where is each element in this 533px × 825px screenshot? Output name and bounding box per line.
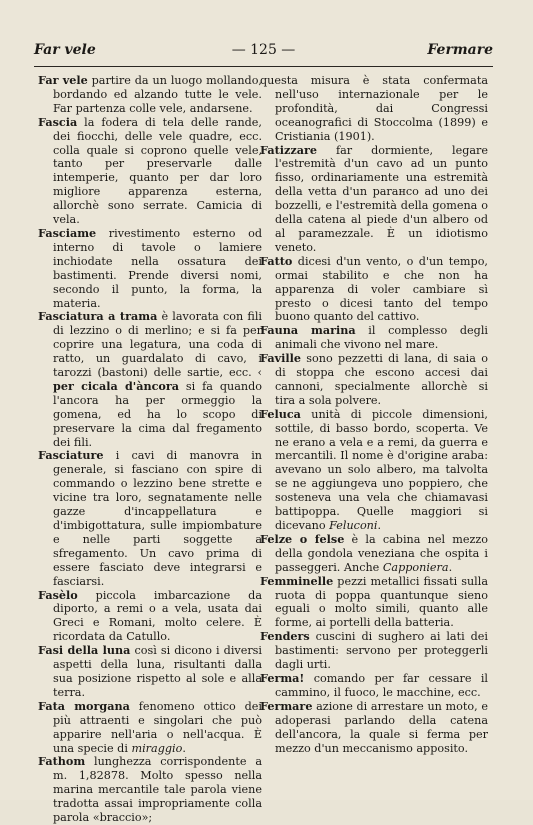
dictionary-entry: [260, 575, 488, 631]
entry-definition: fenomeno ottico dei più attraenti e singolari che può apparire nell'aria o nell'acqua. È una specie di: [53, 699, 262, 755]
dictionary-entry: [260, 324, 488, 352]
header-rule: [34, 66, 493, 67]
entry-definition: lunghezza corrispondente a m. 1,82878. Molto spesso nella marina mercantile tale parola viene tradotta assai impropriamente colla parola «braccio»;: [53, 755, 262, 825]
entry-definition: unità di piccole dimensioni, sottile, di basso bordo, scoperta. Ve ne erano a vela e a remi, da guerra e mercantili. Il nome è d'origine araba: avevano un solo albero, ma talvolta se ne aggiungeva uno poppiero, che sosteneva una vela che chiamavasi battipoppa. Quelle maggiori si dicevano: [275, 407, 488, 532]
dictionary-entry: [260, 144, 488, 255]
entry-subterm: per cicala d'àncora: [53, 378, 179, 393]
page-number: — 125 —: [231, 42, 296, 58]
entry-term: Fascia: [38, 114, 78, 129]
left-column: [38, 74, 262, 825]
entry-definition: questa misura è stata confermata nell'uso internazionale per le profondità, dai Congressi oceanografici di Stoccolma (1899) e Cristiania (1901).: [260, 74, 488, 143]
dictionary-entry: [38, 644, 262, 700]
entry-italic: Capponiera: [382, 560, 449, 574]
entry-definition: sono pezzetti di lana, di saia o di stoppa che escono accesi dai cannoni, specialmente allorchè si tira a sola polvere.: [275, 352, 488, 407]
dictionary-entry: [260, 408, 488, 533]
entry-definition: pezzi metallici fissati sulla ruota di poppa quantunque sieno eguali o molto simili, quanto alle forme, ai portelli della batteria.: [275, 574, 488, 630]
entry-term: Fata morgana: [38, 698, 130, 713]
entry-definition: far dormiente, legare l'estremità d'un cavo ad un punto fisso, ordinariamente una estremità della vetta d'un parанco ad uno dei bozzelli, e l'estremità della gomena o della catena al piede d'un albero od al paramezzale. È un idiotismo veneto.: [275, 143, 488, 254]
dictionary-entry: [260, 533, 488, 575]
dictionary-entry: [38, 116, 262, 227]
entry-definition: comando per far cessare il cammino, il fuoco, le macchine, ecc.: [275, 671, 488, 699]
entry-definition: cuscini di sughero ai lati dei bastimenti: servono per proteggerli dagli urti.: [275, 630, 488, 672]
dictionary-entry: [260, 352, 488, 408]
entry-definition: così si dicono i diversi aspetti della luna, risultanti dalla sua posizione rispetto al sole e alla terra.: [53, 644, 263, 699]
entry-term: Felze o felse: [260, 531, 345, 546]
entry-term: Far vele: [38, 73, 88, 87]
entry-term: Fermare: [260, 698, 313, 713]
entry-italic: miraggio: [131, 741, 183, 755]
entry-term: Fathom: [38, 754, 86, 769]
entry-definition: è la cabina nel mezzo della gondola veneziana che ospita i passeggeri. Anche: [275, 532, 488, 574]
dictionary-entry: [38, 589, 262, 645]
dictionary-entry: [260, 672, 488, 700]
running-head-right: Fermare: [427, 42, 493, 58]
entry-definition: .: [448, 560, 453, 574]
dictionary-entry: [260, 74, 488, 144]
dictionary-entry: [38, 227, 262, 310]
dictionary-entry: [38, 310, 262, 449]
right-column: [260, 74, 488, 755]
dictionary-entry: [260, 700, 488, 756]
entry-definition: .: [377, 519, 382, 532]
entry-definition: dicesi d'un vento, o d'un tempo, ormai stabilito e che non ha apparenza di voler cambiare sì presto o dicesi tanto del tempo buono quanto del cattivo.: [275, 254, 488, 324]
entry-definition: rivestimento esterno od interno di tavole o lamiere inchiodate nella ossatura dei bastimenti. Prende diversi nomi, secondo il punto, la forma, la materia.: [53, 226, 262, 310]
entry-definition: azione di arrestare un moto, e adoperasi parlando della catena dell'ancora, la quale si ferma per mezzo d'un meccanismo apposito.: [275, 699, 488, 755]
entry-term: Fasciature: [38, 448, 104, 463]
dictionary-entry: [38, 700, 262, 756]
entry-definition: .: [182, 741, 186, 755]
running-head-left: Far vele: [34, 42, 96, 58]
entry-term: Fasi della luna: [38, 643, 131, 658]
entry-definition: è lavorata con fili di lezzino o di merlino; e si fa per coprire una legatura, una coda di ratto, un guardalato di cavo, i tarozzi (bastoni) delle sartie, ecc. ‹: [53, 310, 262, 380]
entry-term: Fasèlo: [38, 587, 78, 602]
dictionary-entry: [260, 630, 488, 672]
dictionary-entry: [38, 449, 262, 588]
entry-term: Feluca: [260, 406, 301, 421]
entry-definition: si fa quando l'ancora ha per ormeggio la gomena, ed ha lo scopo di preservare la cima dal fregamento dei fili.: [53, 379, 262, 449]
dictionary-entry: [260, 255, 488, 325]
entry-term: Femminelle: [260, 573, 334, 588]
entry-term: Fatto: [260, 253, 293, 268]
dictionary-entry: [38, 74, 262, 116]
entry-term: Fenders: [260, 629, 310, 644]
entry-italic: Feluconi: [329, 519, 378, 532]
entry-definition: la fodera di tela delle rande, dei fiocchi, delle vele quadre, ecc. colla quale si coprono quelle vele, tanto per preservarle dalle intemperie, quanto per dar loro migliore apparenza esterna, allorchè sono serrate. Camicia di vela.: [53, 115, 262, 227]
entry-term: Fauna marina: [260, 323, 356, 338]
entry-definition: il complesso degli animali che vivono nel mare.: [275, 324, 488, 352]
entry-term: Fasciame: [38, 225, 97, 240]
entry-term: Ferma!: [260, 670, 305, 685]
entry-term: Faville: [260, 351, 301, 366]
entry-definition: i cavi di manovra in generale, si fasciano con spire di commando o lezzino bene strette e vicine tra loro, segnatamente nelle gazze d'incappellatura e d'imbigottatura, sulle impiombature e nelle parti soggette a sfregamento. Un cavo prima di essere fasciato deve integrarsi e fasciarsi.: [53, 449, 262, 588]
entry-definition: partire da un luogo mollando, bordando ed alzando tutte le vele. Far partenza colle vele, andarsene.: [53, 74, 262, 115]
entry-term: Fatizzare: [260, 142, 317, 157]
entry-term: Fasciatura a tramа: [38, 309, 158, 324]
running-head: [34, 42, 493, 62]
dictionary-entry: [38, 755, 262, 825]
entry-definition: piccola imbarcazione da diporto, a remi o a vela, usata dai Greci e Romani, molto celere. È ricordata da Catullo.: [53, 588, 262, 644]
